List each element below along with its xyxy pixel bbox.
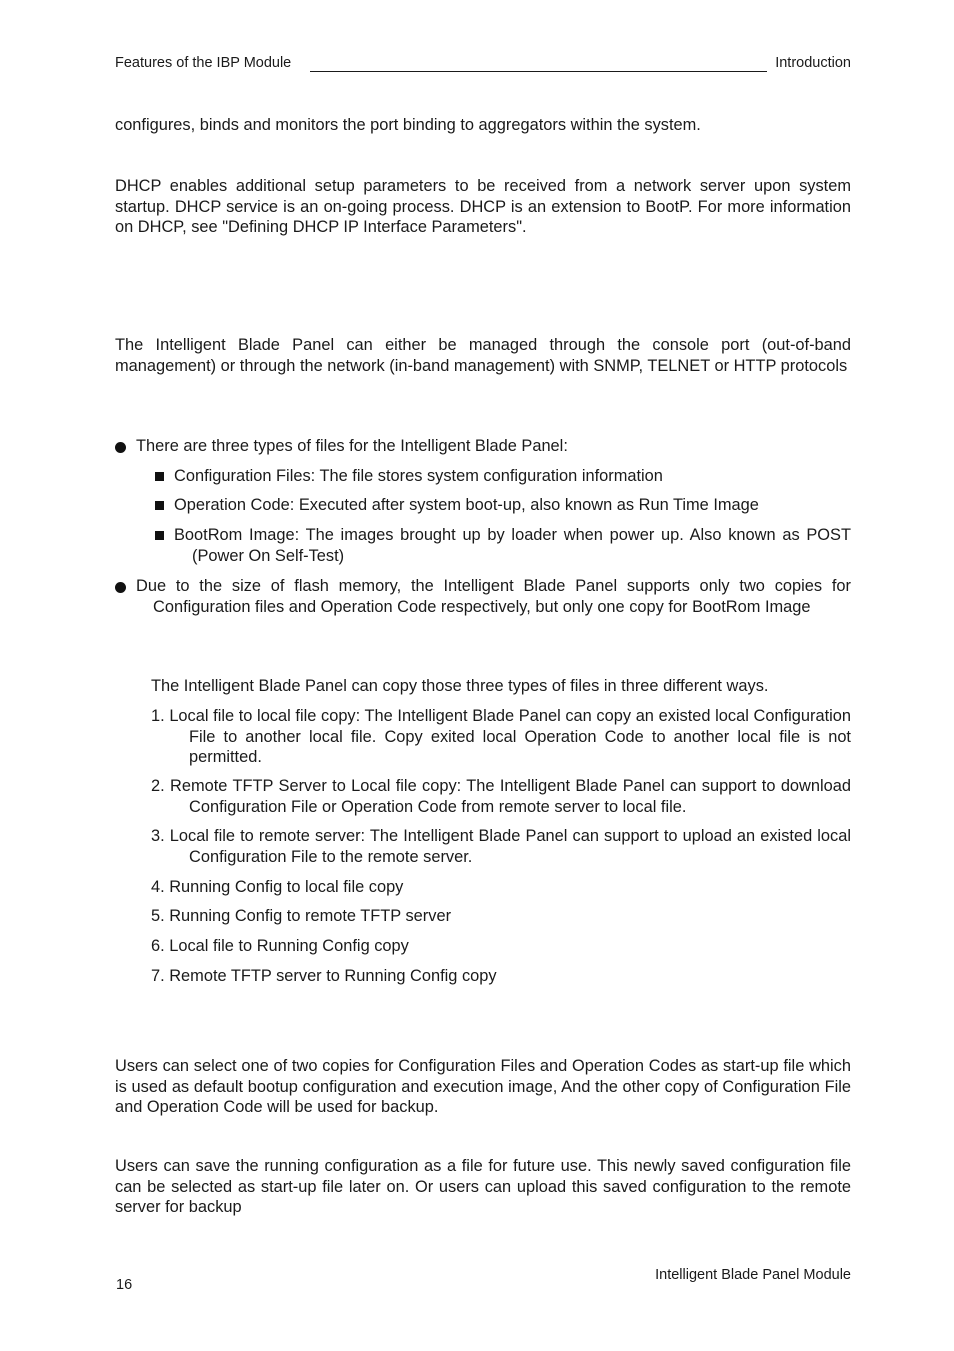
bullet-dot-icon [115,582,126,593]
list-item-text: BootRom Image: The images brought up by loader when power up. Also known as POST (Power On Self-Test) [174,526,851,565]
list-item [115,576,851,617]
bullet-square-icon [155,501,164,510]
bullet-square-icon [155,472,164,481]
paragraph-startup-files: Users can select one of two copies for Configuration Files and Operation Codes as start-up file which is used as default bootup configuration and execution image, And the other copy of Configuration File and Operation Code will be used for backup. [115,1057,851,1116]
list-item-text: Operation Code: Executed after system boot-up, also known as Run Time Image [174,496,759,514]
footer-title: Intelligent Blade Panel Module [655,1267,851,1283]
header-chapter-title: Introduction [775,55,851,71]
list-item [115,436,851,457]
header-rule [310,71,767,72]
header-section-title: Features of the IBP Module [115,55,292,71]
bullet-square-icon [155,531,164,540]
numbered-item: 5. Running Config to remote TFTP server [151,907,452,925]
paragraph-management: The Intelligent Blade Panel can either be managed through the console port (out-of-band management) or through the network (in-band management) with SNMP, TELNET or HTTP protocols [115,336,851,375]
numbered-item: 4. Running Config to local file copy [151,878,404,896]
list-item [155,525,851,566]
bullet-dot-icon [115,442,126,453]
paragraph-copy-intro: The Intelligent Blade Panel can copy those three types of files in three different ways. [151,677,769,695]
paragraph-save-config: Users can save the running configuration as a file for future use. This newly saved configuration file can be selected as start-up file later on. Or users can upload this saved configuration to the remote server for backup [115,1157,851,1216]
numbered-item: 2. Remote TFTP Server to Local file copy: The Intelligent Blade Panel can support to download Configuration File or Operation Code from remote server to local file. [151,777,851,816]
list-item-text: There are three types of files for the Intelligent Blade Panel: [136,437,568,455]
list-item [155,466,851,487]
list-item-text: Due to the size of flash memory, the Intelligent Blade Panel supports only two copies for Configuration files and Operation Code respectively, but only one copy for BootRom Image [136,577,851,616]
numbered-item: 6. Local file to Running Config copy [151,937,409,955]
numbered-item: 3. Local file to remote server: The Intelligent Blade Panel can support to upload an existed local Configuration File to the remote server. [151,827,851,866]
list-item-text: Configuration Files: The file stores system configuration information [174,467,663,485]
numbered-item: 7. Remote TFTP server to Running Config copy [151,967,497,985]
page-number: 16 [116,1277,133,1293]
paragraph-lag-summary: configures, binds and monitors the port binding to aggregators within the system. [115,116,701,134]
paragraph-dhcp: DHCP enables additional setup parameters to be received from a network server upon system startup. DHCP service is an on-going process. DHCP is an extension to BootP. For more information on DHCP, see "Defining DHCP IP Interface Parameters". [115,177,851,236]
numbered-item: 1. Local file to local file copy: The Intelligent Blade Panel can copy an existed local Configuration File to another local file. Copy exited local Operation Code to another local file is not permitted. [151,707,851,766]
list-item [155,495,851,516]
